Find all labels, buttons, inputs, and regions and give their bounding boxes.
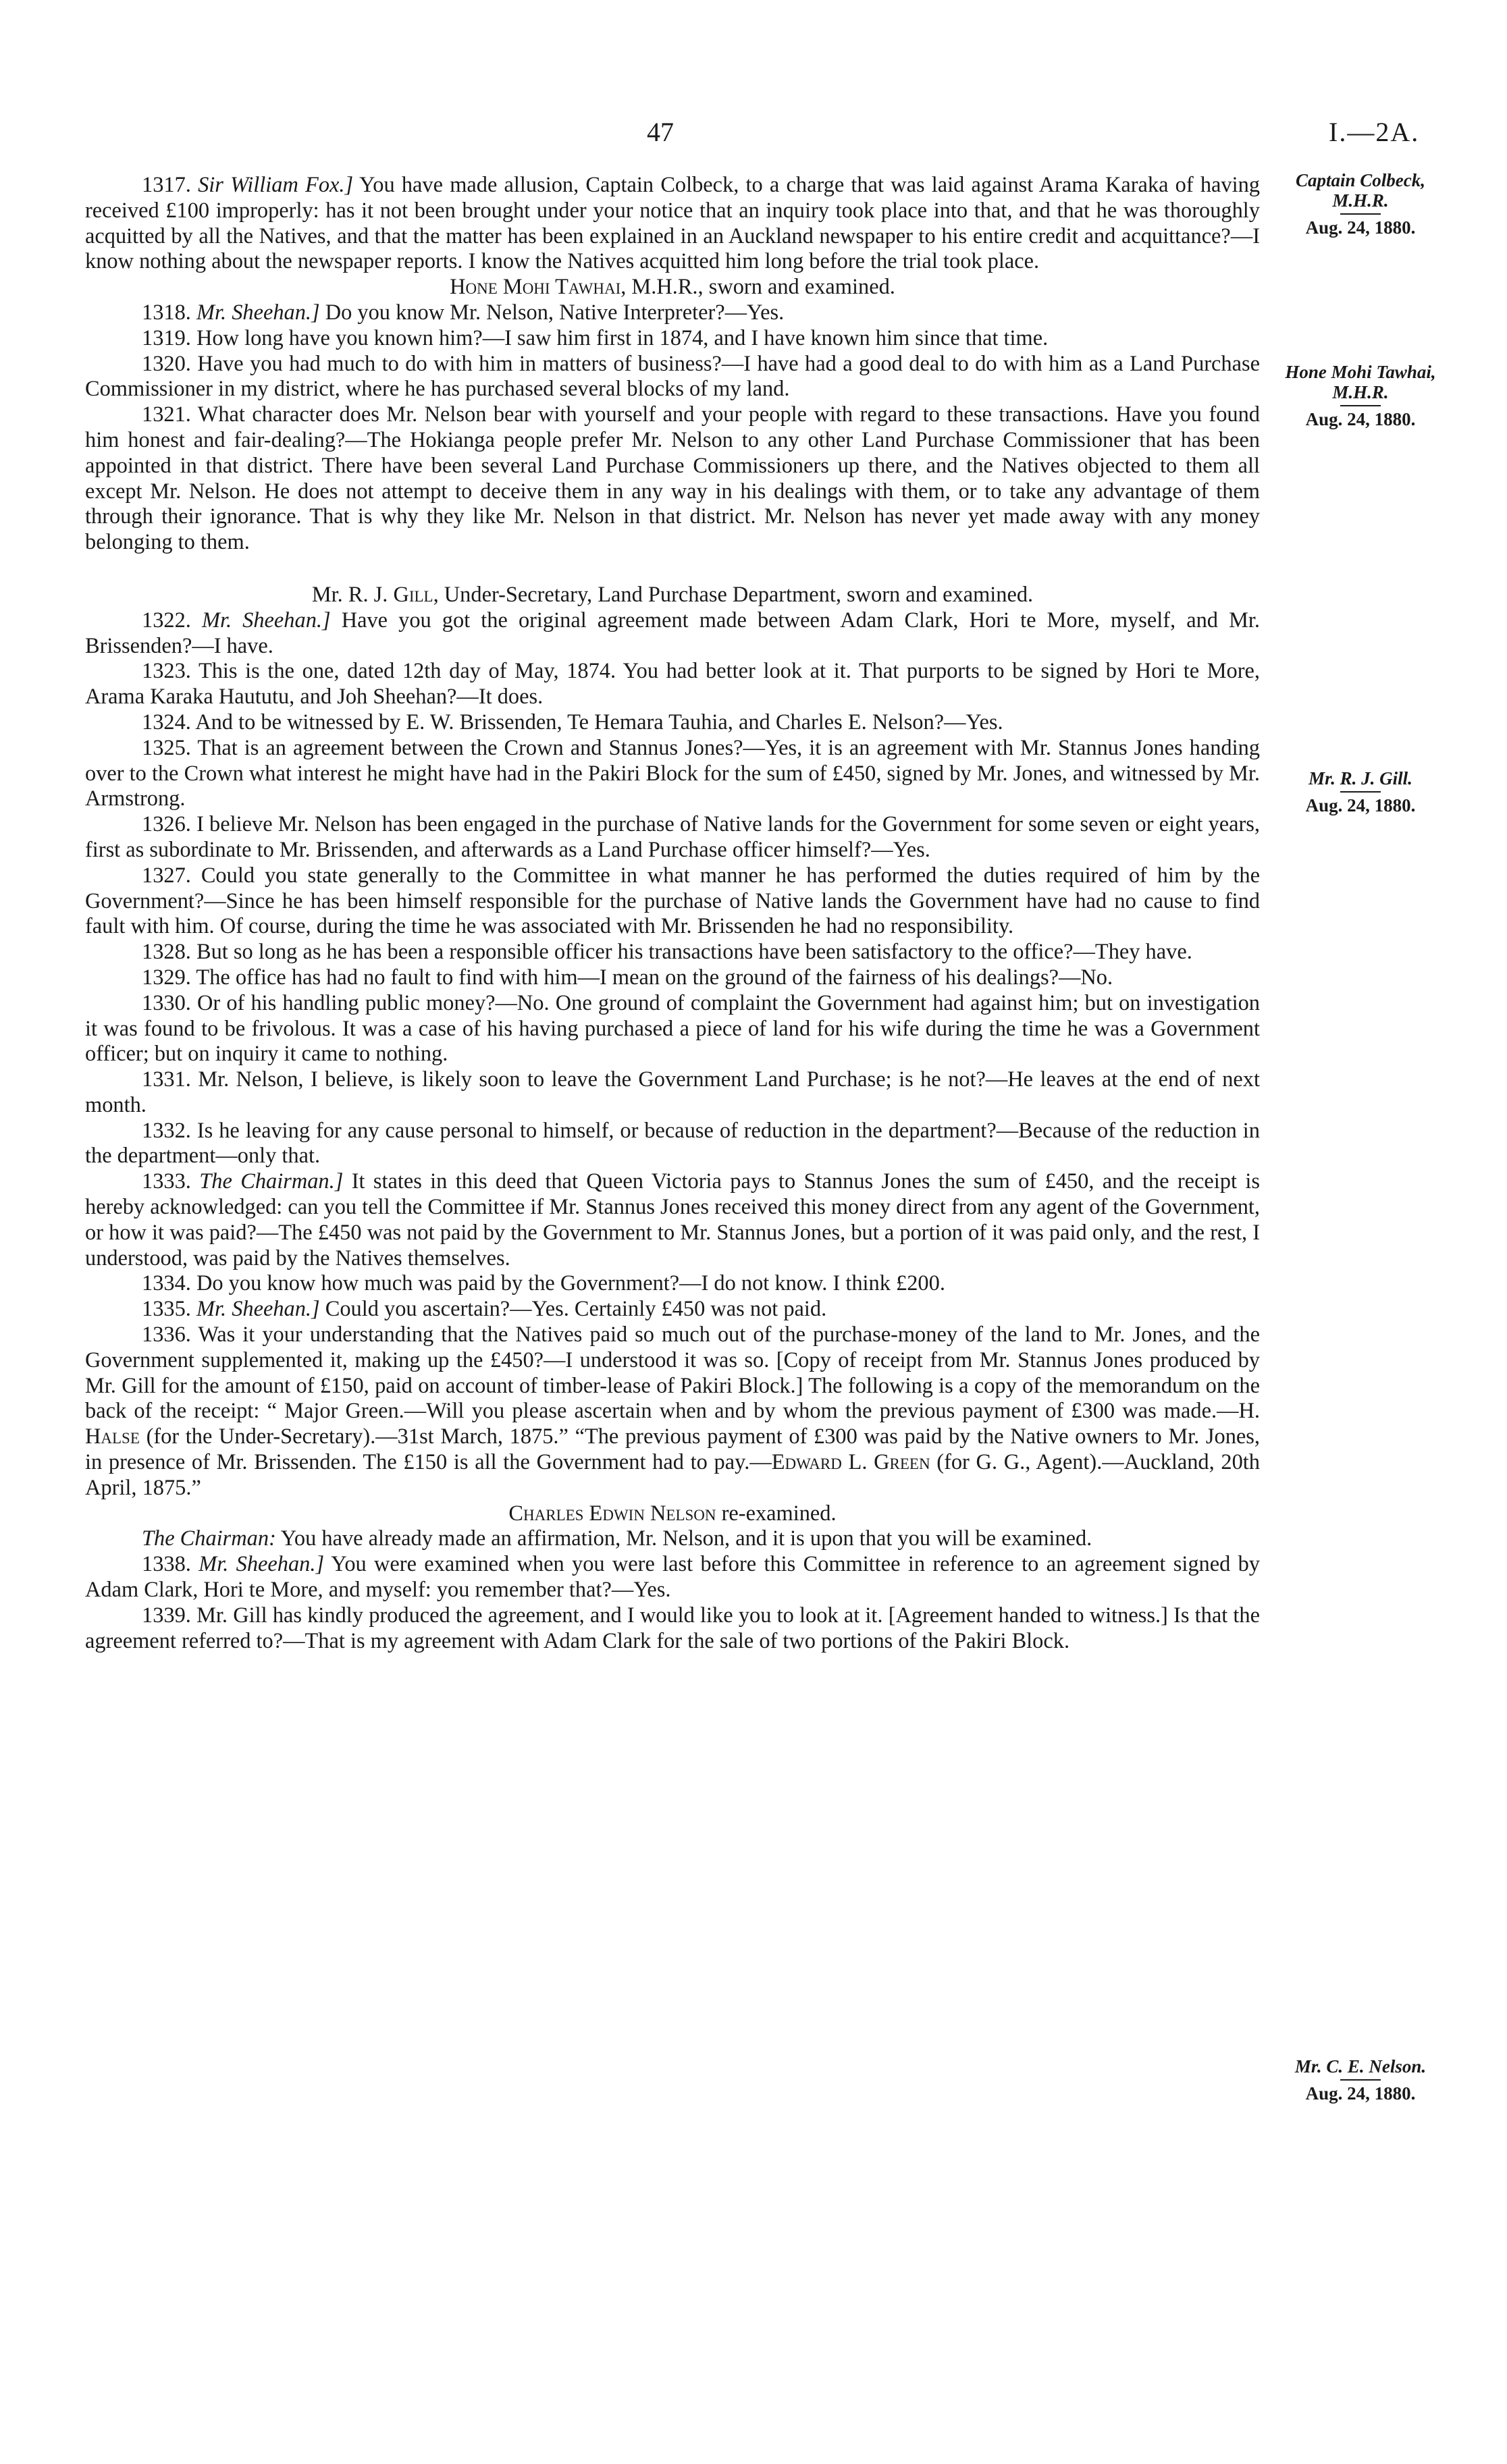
speaker: Sir William Fox.]: [198, 173, 354, 197]
question-1327: 1327. Could you state generally to the Committee in what manner he has performed the duties required of him by the Government?—Since he has been himself responsible for the purchase of Native lands the Government have had no cause to find fault with him. Of course, during the time he was associated with Mr. Brissenden he had no responsibility.: [85, 863, 1260, 939]
question-1326: 1326. I believe Mr. Nelson has been engaged in the purchase of Native lands for the Government for some seven or eight years, first as subordinate to Mr. Brissenden, and afterwards as a Land Purchase officer himself?—Yes.: [85, 812, 1260, 862]
margin-note-gill: [1269, 768, 1452, 815]
speaker: Mr. Sheehan.]: [196, 300, 320, 325]
speaker: The Chairman:: [142, 1526, 276, 1551]
question-1339: 1339. Mr. Gill has kindly produced the agreement, and I would like you to look at it. [Agreement handed to witness.] Is that the agreement referred to?—That is my agreement with Adam Clark for the sale of two portions of the Pakiri Block.: [85, 1603, 1260, 1653]
margin-note-divider: [1340, 405, 1381, 406]
question-1318: 1318. Mr. Sheehan.] Do you know Mr. Nelson, Native Interpreter?—Yes.: [142, 300, 785, 325]
margin-note-witness: Mr. R. J. Gill.: [1308, 768, 1412, 788]
question-1323: 1323. This is the one, dated 12th day of May, 1874. You had better look at it. That purports to be signed by Hori te More, Arama Karaka Haututu, and Joh Sheehan?—It does.: [85, 659, 1260, 709]
question-1317: 1317. Sir William Fox.] You have made allusion, Captain Colbeck, to a charge that was laid against Arama Karaka of having received £100 improperly: has it not been brought under your notice that an inquiry took place into that, and that he was thoroughly acquitted by all the Natives, and that the matter has been explained in an Auckland newspaper to his entire credit and acquittance?—I know nothing about the newspaper reports. I know the Natives acquitted him long before the trial took place.: [85, 173, 1260, 274]
margin-note-tawhai: [1269, 362, 1452, 429]
margin-note-date: Aug. 24, 1880.: [1305, 409, 1416, 429]
margin-note-divider: [1340, 791, 1381, 793]
speaker: The Chairman.]: [199, 1169, 344, 1194]
question-1325: 1325. That is an agreement between the Crown and Stannus Jones?—Yes, it is an agreement with Mr. Stannus Jones handing over to the Crown what interest he might have had in the Pakiri Block for the sum of £450, signed by Mr. Jones, and witnessed by Mr. Armstrong.: [85, 735, 1260, 811]
margin-note-date: Aug. 24, 1880.: [1305, 2083, 1416, 2104]
margin-note-divider: [1340, 2079, 1381, 2081]
chairman-statement: The Chairman: You have already made an affirmation, Mr. Nelson, and it is upon that you will be examined.: [142, 1526, 1092, 1551]
question-1319: 1319. How long have you known him?—I saw him first in 1874, and I have known him since that time.: [142, 325, 1049, 350]
margin-note-date: Aug. 24, 1880.: [1305, 217, 1416, 238]
speaker: Mr. Sheehan.]: [196, 1297, 320, 1322]
page-number: 47: [647, 117, 674, 147]
witness-heading-gill: Mr. R. J. Gill, Under-Secretary, Land Purchase Department, sworn and examined.: [311, 582, 1034, 607]
margin-note-colbeck: [1269, 170, 1452, 238]
witness-heading-tawhai: Hone Mohi Tawhai, M.H.R., sworn and examined.: [450, 275, 895, 300]
question-1321: 1321. What character does Mr. Nelson bear with yourself and your people with regard to these transactions. Have you found him honest and fair-dealing?—The Hokianga people prefer Mr. Nelson to any other Land Purchase Commissioner that has been appointed in that district. There have been several Land Purchase Commissioners up there, and the Natives objected to them all except Mr. Nelson. He does not attempt to deceive them in any way in his dealings with them, or to take any advantage of them through their ignorance. That is why they like Mr. Nelson in that district. Mr. Nelson has never yet made away with any money belonging to them.: [85, 402, 1260, 555]
question-1330: 1330. Or of his handling public money?—No. One ground of complaint the Government had against him; but on investigation it was found to be frivolous. It was a case of his having purchased a piece of land for his wife during the time he was a Government officer; but on inquiry it came to nothing.: [85, 990, 1260, 1067]
page-header: [0, 116, 1507, 157]
question-1324: 1324. And to be witnessed by E. W. Brissenden, Te Hemara Tauhia, and Charles E. Nelson?—Yes.: [142, 709, 1003, 734]
speaker: Mr. Sheehan.]: [201, 608, 331, 633]
question-1333: 1333. The Chairman.] It states in this deed that Queen Victoria pays to Stannus Jones the sum of £450, and the receipt is hereby acknowledged: can you tell the Committee if Mr. Stannus Jones received this money direct from any agent of the Government, or how it was paid?—The £450 was not paid by the Government to Mr. Stannus Jones, but a portion of it was paid only, and the rest, I understood, was paid by the Natives themselves.: [85, 1169, 1260, 1270]
margin-note-witness: Mr. C. E. Nelson.: [1294, 2056, 1427, 2077]
question-1331: 1331. Mr. Nelson, I believe, is likely soon to leave the Government Land Purchase; is he not?—He leaves at the end of next month.: [85, 1067, 1260, 1117]
question-1332: 1332. Is he leaving for any cause personal to himself, or because of reduction in the department?—Because of the reduction in the department—only that.: [85, 1118, 1260, 1169]
speaker: Mr. Sheehan.]: [199, 1552, 325, 1577]
question-1335: 1335. Mr. Sheehan.] Could you ascertain?—Yes. Certainly £450 was not paid.: [142, 1297, 827, 1322]
evidence-text: [85, 173, 1260, 1654]
margin-note-nelson: [1269, 2056, 1452, 2104]
question-1334: 1334. Do you know how much was paid by the Government?—I do not know. I think £200.: [142, 1271, 945, 1296]
question-1336: 1336. Was it your understanding that the Natives paid so much out of the purchase-money of the land to Mr. Jones, and the Government supplemented it, making up the £450?—I understood it was so. [Copy of receipt from Mr. Stannus Jones produced by Mr. Gill for the amount of £150, paid on account of timber-lease of Pakiri Block.] The following is a copy of the memorandum on the back of the receipt: “ Major Green.—Will you please ascertain when and by whom the previous payment of £300 was made.—H. Halse (for the Under-Secretary).—31st March, 1875.” “The previous payment of £300 was paid by the Native owners to Mr. Jones, in presence of Mr. Brissenden. The £150 is all the Government had to pay.—Edward L. Green (for G. G., Agent).—Auckland, 20th April, 1875.”: [85, 1322, 1260, 1500]
question-1320: 1320. Have you had much to do with him in matters of business?—I have had a good deal to do with him as a Land Purchase Commissioner in my district, where he has purchased several blocks of my land.: [85, 351, 1260, 402]
witness-heading-nelson: Charles Edwin Nelson re-examined.: [508, 1501, 837, 1526]
document-reference: I.—2A.: [1329, 117, 1420, 147]
question-1322: 1322. Mr. Sheehan.] Have you got the original agreement made between Adam Clark, Hori te More, myself, and Mr. Brissenden?—I have.: [85, 608, 1260, 658]
margin-note-witness: Captain Colbeck, M.H.R.: [1295, 170, 1425, 211]
margin-note-witness: Hone Mohi Tawhai, M.H.R.: [1285, 362, 1436, 402]
margin-note-divider: [1340, 213, 1381, 215]
question-1328: 1328. But so long as he has been a responsible officer his transactions have been satisfactory to the office?—They have.: [142, 940, 1192, 965]
question-1338: 1338. Mr. Sheehan.] You were examined when you were last before this Committee in reference to an agreement signed by Adam Clark, Hori te More, and myself: you remember that?—Yes.: [85, 1552, 1260, 1603]
question-1329: 1329. The office has had no fault to find with him—I mean on the ground of the fairness of his dealings?—No.: [142, 965, 1113, 990]
section-gap: [85, 556, 1260, 583]
margin-note-date: Aug. 24, 1880.: [1305, 795, 1416, 815]
